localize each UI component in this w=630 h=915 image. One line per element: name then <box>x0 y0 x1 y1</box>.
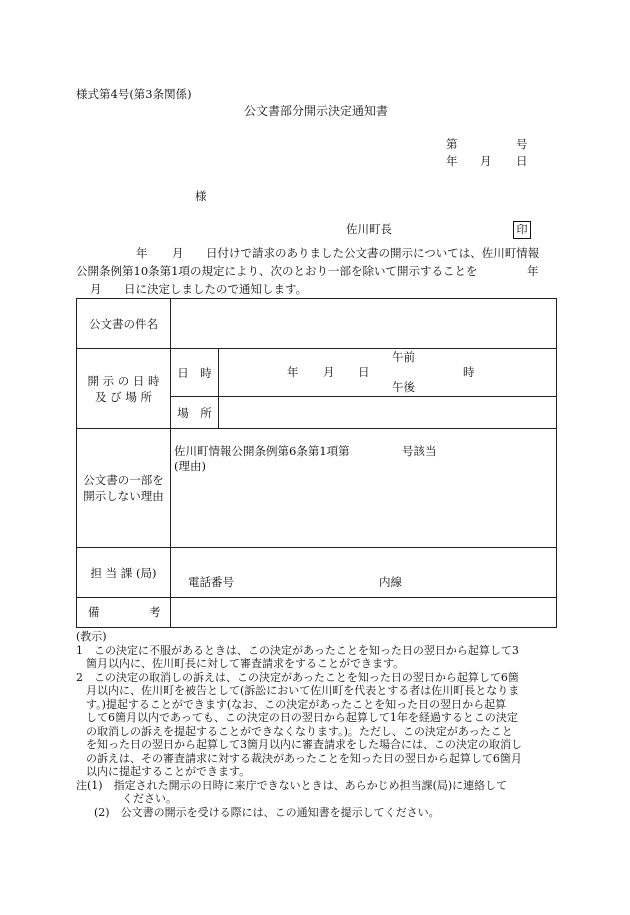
item2-line6: を知った日の翌日から起算して3箇月以内に審査請求をした場合には、この決定の取消し <box>86 738 522 751</box>
remarks-label-b: 考 <box>149 605 161 619</box>
item2-line8: 以内に提起することができます。 <box>86 765 251 778</box>
reason-paren: (理由) <box>174 459 206 473</box>
intro-month: 月 <box>172 246 184 260</box>
hour-label: 時 <box>463 365 475 379</box>
document-title: 公文書部分開示決定通知書 <box>244 104 389 118</box>
reason-ordinance-a: 佐川町情報公開条例第6条第1項第 <box>174 444 350 458</box>
dt-year: 年 <box>287 365 299 379</box>
doc-number-go: 号 <box>516 137 528 151</box>
dept-value[interactable] <box>171 548 557 598</box>
remarks-row <box>77 598 557 628</box>
date-year: 年 <box>446 154 458 168</box>
reason-row <box>77 429 557 548</box>
intro-line2: 公開条例第10条第1項の規定により、次のとおり一部を除いて開示することを <box>76 264 478 278</box>
note1-line1: 注(1) 指定された開示の日時に来庁できないときは、あらかじめ担当課(局)に連絡して <box>76 778 508 792</box>
item1-line2: 箇月以内に、佐川町長に対して審査請求をすることができます。 <box>86 657 405 670</box>
dt-month: 月 <box>323 365 335 379</box>
note2-line1: (2) 公文書の開示を受ける際には、この通知書を提示してください。 <box>94 805 440 819</box>
intro-paragraph <box>76 247 560 301</box>
item2-line1: 2 この決定の取消しの訴えは、この決定があったことを知った日の翌日から起算して6箇 <box>76 670 519 684</box>
seal-mark: 印 <box>513 221 531 239</box>
recipient-honorific: 様 <box>195 189 207 203</box>
place-sub-label: 場 所 <box>171 397 219 429</box>
am-label: 午前 <box>392 350 415 364</box>
intro-line2-year: 年 <box>527 264 539 278</box>
item1-line1: 1 この決定に不服があるときは、この決定があったことを知った日の翌日から起算して3 <box>76 643 519 657</box>
item2-line2: 月以内に、佐川町を被告として(訴訟において佐川町を代表とする者は佐川町長となりま <box>86 684 520 697</box>
doc-number-dai: 第 <box>446 137 458 151</box>
item2-line5: の取消しの訴えを提起することができなくなります。)。ただし、この決定があったこと <box>86 724 513 738</box>
intro-line3-month: 月 <box>90 282 102 296</box>
remarks-label-a: 備 <box>88 605 100 619</box>
remarks-label <box>77 598 171 628</box>
date-day: 日 <box>516 154 528 168</box>
dept-row <box>77 548 557 598</box>
sender-name: 佐川町長 <box>346 222 392 236</box>
reason-label-line1: 公文書の一部を <box>83 473 164 487</box>
pm-label: 午後 <box>392 380 415 394</box>
datetime-place-label-line1: 開 示 の 日 時 <box>87 373 160 388</box>
item2-line7: の訴えは、その審査請求に対する裁決があったことを知った日の翌日から起算して6箇月 <box>86 751 522 765</box>
remarks-value[interactable] <box>171 598 557 628</box>
place-value[interactable] <box>219 397 557 429</box>
datetime-place-label <box>77 349 171 429</box>
subject-label: 公文書の件名 <box>77 299 171 349</box>
item2-line4: して6箇月以内であっても、この決定の日の翌日から起算して1年を経過するとこの決定 <box>86 711 518 724</box>
phone-label: 電話番号 <box>188 575 234 589</box>
dept-label: 担 当 課 (局) <box>77 548 171 598</box>
form-number: 様式第4号(第3条関係) <box>76 87 192 101</box>
intro-line1: 日付けで請求のありました公文書の開示については、佐川町情報 <box>206 246 540 260</box>
disclosure-table <box>76 298 557 628</box>
instructions <box>76 630 560 819</box>
subject-row <box>77 299 557 349</box>
datetime-row <box>77 349 557 397</box>
datetime-value[interactable] <box>219 349 557 397</box>
reason-value[interactable] <box>171 429 557 548</box>
reason-ordinance-b: 号該当 <box>402 444 437 458</box>
intro-line3: 日に決定しましたので通知します。 <box>124 282 308 296</box>
dt-day: 日 <box>358 365 370 379</box>
datetime-place-label-line2: 及 び 場 所 <box>95 389 152 404</box>
note1-line2: ください。 <box>122 792 177 805</box>
reason-label <box>77 429 171 548</box>
subject-value[interactable] <box>171 299 557 349</box>
datetime-sub-label: 日 時 <box>171 349 219 397</box>
item2-line3: す。)提起することができます(なお、この決定があったことを知った日の翌日から起算 <box>86 697 507 711</box>
intro-year: 年 <box>136 246 148 260</box>
extension-label: 内線 <box>379 575 402 589</box>
instructions-heading: (教示) <box>76 630 107 643</box>
reason-label-line2: 開示しない理由 <box>83 489 164 503</box>
date-month: 月 <box>480 154 492 168</box>
